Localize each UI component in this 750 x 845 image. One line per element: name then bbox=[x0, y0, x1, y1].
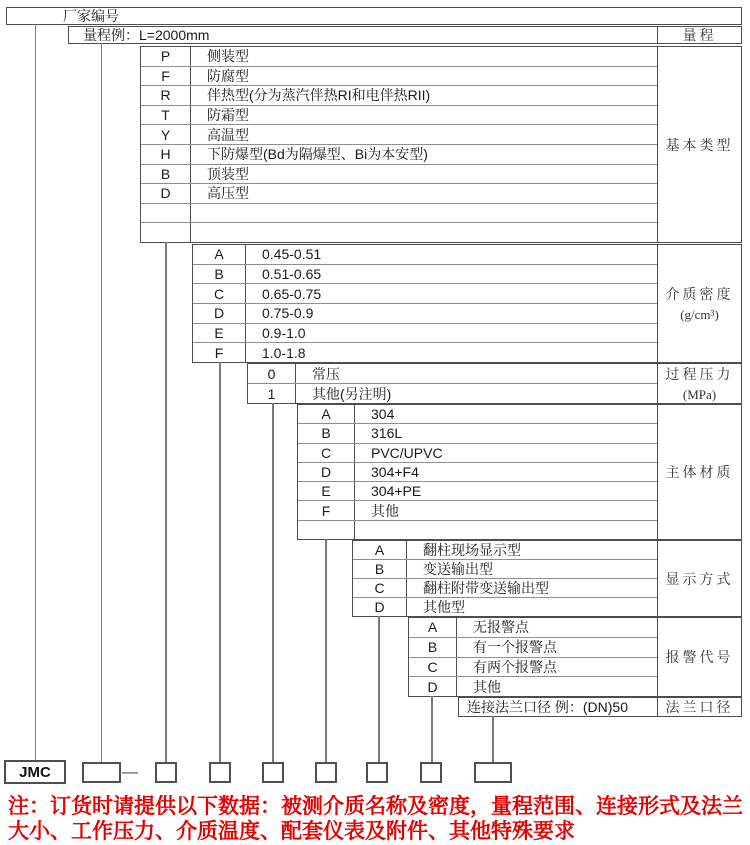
ordering-note-line1: 注：订货时请提供以下数据：被测介质名称及密度，量程范围、连接形式及法兰 bbox=[8, 795, 743, 818]
code-cell: 0 bbox=[248, 364, 296, 383]
code-cell: A bbox=[409, 618, 457, 637]
table-row bbox=[193, 264, 657, 284]
connector-line-range bbox=[101, 43, 103, 762]
table-row bbox=[193, 323, 657, 343]
code-cell: F bbox=[141, 67, 191, 86]
code-cell: A bbox=[353, 541, 407, 559]
table-row bbox=[353, 578, 657, 597]
flange-text: 连接法兰口径 例：(DN)50 bbox=[467, 699, 629, 715]
code-box-flange bbox=[474, 762, 512, 783]
connector-line-display bbox=[378, 616, 380, 762]
desc-cell: 伴热型(分为蒸汽伴热RI和电伴热RII) bbox=[207, 87, 431, 104]
code-cell: Y bbox=[141, 125, 191, 144]
desc-cell: 304+PE bbox=[371, 483, 422, 500]
table-row bbox=[298, 405, 657, 423]
desc-cell: 侧装型 bbox=[207, 48, 249, 65]
density-side-label bbox=[657, 245, 741, 362]
side-label-text: 介质密度 bbox=[665, 288, 734, 303]
side-label-text: 报警代号 bbox=[665, 651, 734, 666]
table-row bbox=[141, 105, 657, 125]
table-row bbox=[409, 676, 657, 696]
code-cell: B bbox=[353, 560, 407, 578]
code-cell: B bbox=[409, 638, 457, 657]
section-display-mode bbox=[352, 540, 742, 617]
section-alarm-code bbox=[408, 617, 742, 697]
code-cell: C bbox=[298, 444, 355, 462]
code-box-basic bbox=[155, 762, 177, 783]
code-cell: D bbox=[298, 463, 355, 481]
desc-cell: 304+F4 bbox=[371, 463, 419, 480]
code-cell: E bbox=[298, 482, 355, 500]
side-label-text: 基本类型 bbox=[665, 138, 734, 154]
alarm-rows bbox=[409, 618, 657, 696]
connector-line-density bbox=[219, 362, 221, 762]
desc-cell: 下防爆型(Bd为隔爆型、Bi为本安型) bbox=[207, 146, 428, 163]
desc-cell: 其他 bbox=[371, 502, 399, 519]
desc-cell: 0.45-0.51 bbox=[262, 246, 322, 263]
code-cell: A bbox=[193, 245, 246, 264]
code-cell: C bbox=[409, 658, 457, 677]
side-label-unit: (g/cm³) bbox=[680, 307, 719, 322]
code-cell: F bbox=[298, 501, 355, 519]
code-cell: R bbox=[141, 86, 191, 105]
desc-cell: 1.0-1.8 bbox=[262, 344, 306, 361]
code-cell bbox=[298, 521, 355, 539]
side-label-text: 主体材质 bbox=[665, 466, 734, 481]
code-cell: D bbox=[193, 304, 246, 323]
table-row bbox=[193, 342, 657, 362]
code-cell: F bbox=[193, 343, 246, 362]
section-basic-type bbox=[140, 46, 742, 243]
table-row bbox=[141, 124, 657, 144]
code-cell: E bbox=[193, 324, 246, 343]
model-prefix-box bbox=[4, 760, 66, 784]
table-row bbox=[353, 541, 657, 559]
desc-cell: 0.65-0.75 bbox=[262, 285, 322, 302]
desc-cell: 防腐型 bbox=[207, 67, 249, 84]
material-side-label bbox=[657, 405, 741, 539]
desc-cell: 0.75-0.9 bbox=[262, 305, 314, 322]
table-row bbox=[141, 66, 657, 86]
range-side-label: 量程 bbox=[657, 27, 741, 43]
desc-cell: PVC/UPVC bbox=[371, 444, 443, 461]
section-medium-density bbox=[192, 244, 742, 363]
desc-cell: 顶装型 bbox=[207, 165, 249, 182]
flange-side-label bbox=[657, 698, 741, 716]
section-flange-size bbox=[458, 697, 742, 717]
table-row bbox=[459, 698, 657, 716]
table-row bbox=[193, 283, 657, 303]
density-rows bbox=[193, 245, 657, 362]
desc-cell: 其他(另注明) bbox=[312, 385, 392, 402]
code-cell: A bbox=[298, 405, 355, 423]
table-row bbox=[248, 364, 657, 383]
code-cell: D bbox=[141, 184, 191, 203]
desc-cell: 高温型 bbox=[207, 126, 249, 143]
desc-cell: 0.9-1.0 bbox=[262, 325, 306, 342]
table-row bbox=[141, 144, 657, 164]
code-cell: C bbox=[193, 284, 246, 303]
connector-line-basic bbox=[165, 242, 167, 762]
display-rows bbox=[353, 541, 657, 616]
table-row bbox=[141, 183, 657, 203]
table-row bbox=[353, 597, 657, 616]
table-row bbox=[248, 383, 657, 403]
model-code-dash: — bbox=[122, 763, 138, 781]
desc-cell: 0.51-0.65 bbox=[262, 266, 322, 282]
code-box-material bbox=[315, 762, 337, 783]
desc-cell: 304 bbox=[371, 406, 395, 423]
connector-line-jmc bbox=[35, 24, 37, 762]
code-cell: P bbox=[141, 47, 191, 66]
factory-number-label: 厂家编号 bbox=[63, 8, 119, 24]
table-row bbox=[298, 423, 657, 442]
code-box-alarm bbox=[420, 762, 442, 783]
code-cell bbox=[141, 223, 191, 242]
pressure-side-label bbox=[657, 364, 741, 403]
code-box-density bbox=[209, 762, 231, 783]
flange-rows bbox=[459, 698, 657, 716]
table-row bbox=[298, 520, 657, 539]
section-body-material bbox=[297, 404, 742, 540]
desc-cell: 翻柱附带变送输出型 bbox=[423, 580, 549, 596]
pressure-rows bbox=[248, 364, 657, 403]
range-example-text: 量程例：L=2000mm bbox=[83, 27, 210, 43]
code-cell: B bbox=[141, 165, 191, 184]
basic-type-rows bbox=[141, 47, 657, 242]
table-row bbox=[353, 559, 657, 578]
table-row bbox=[298, 481, 657, 500]
connector-line-flange bbox=[492, 716, 494, 762]
table-row bbox=[409, 657, 657, 677]
ordering-note-line2: 大小、工作压力、介质温度、配套仪表及附件、其他特殊要求 bbox=[8, 820, 575, 843]
code-cell: 1 bbox=[248, 384, 296, 403]
table-row bbox=[141, 222, 657, 242]
range-row bbox=[68, 26, 742, 44]
desc-cell: 翻柱现场显示型 bbox=[423, 542, 521, 558]
code-cell: H bbox=[141, 145, 191, 164]
side-label-unit: (MPa) bbox=[682, 387, 717, 402]
code-cell: B bbox=[298, 424, 355, 442]
desc-cell bbox=[191, 223, 657, 242]
model-prefix-text: JMC bbox=[19, 763, 51, 781]
table-row bbox=[298, 443, 657, 462]
display-side-label bbox=[657, 541, 741, 616]
side-label-text: 显示方式 bbox=[665, 572, 734, 588]
section-process-pressure bbox=[247, 363, 742, 404]
desc-cell: 变送输出型 bbox=[423, 561, 493, 577]
code-cell: T bbox=[141, 106, 191, 125]
code-cell: D bbox=[353, 598, 407, 616]
code-cell: B bbox=[193, 265, 246, 284]
desc-cell: 防霜型 bbox=[207, 107, 249, 124]
table-row bbox=[193, 245, 657, 264]
desc-cell bbox=[191, 204, 657, 223]
desc-cell: 其他 bbox=[473, 678, 501, 695]
code-cell bbox=[141, 204, 191, 223]
desc-cell: 有一个报警点 bbox=[473, 639, 557, 656]
side-label-text: 法兰口径 bbox=[665, 701, 734, 716]
code-cell: C bbox=[353, 579, 407, 597]
code-box-pressure bbox=[262, 762, 284, 783]
desc-cell bbox=[355, 521, 657, 539]
table-row bbox=[141, 203, 657, 223]
desc-cell: 316L bbox=[371, 425, 403, 442]
connector-line-pressure bbox=[272, 403, 274, 762]
table-row bbox=[298, 462, 657, 481]
code-box-range bbox=[82, 762, 121, 783]
side-label-text: 过程压力 bbox=[665, 368, 734, 383]
table-row bbox=[409, 618, 657, 637]
ordering-note bbox=[8, 794, 748, 844]
desc-cell: 其他型 bbox=[423, 599, 465, 615]
table-row bbox=[193, 303, 657, 323]
table-row bbox=[298, 500, 657, 519]
material-rows bbox=[298, 405, 657, 539]
table-row bbox=[141, 47, 657, 66]
desc-cell: 常压 bbox=[312, 365, 340, 382]
factory-number-box bbox=[6, 7, 742, 25]
table-row bbox=[409, 637, 657, 657]
connector-line-material bbox=[325, 539, 327, 762]
connector-line-alarm bbox=[431, 696, 433, 762]
code-cell: D bbox=[409, 677, 457, 696]
alarm-side-label bbox=[657, 618, 741, 696]
desc-cell: 高压型 bbox=[207, 185, 249, 202]
table-row bbox=[141, 85, 657, 105]
basic-type-side-label bbox=[657, 47, 741, 242]
desc-cell: 无报警点 bbox=[473, 619, 529, 636]
desc-cell: 有两个报警点 bbox=[473, 658, 557, 675]
code-box-display bbox=[366, 762, 388, 783]
table-row bbox=[141, 164, 657, 184]
